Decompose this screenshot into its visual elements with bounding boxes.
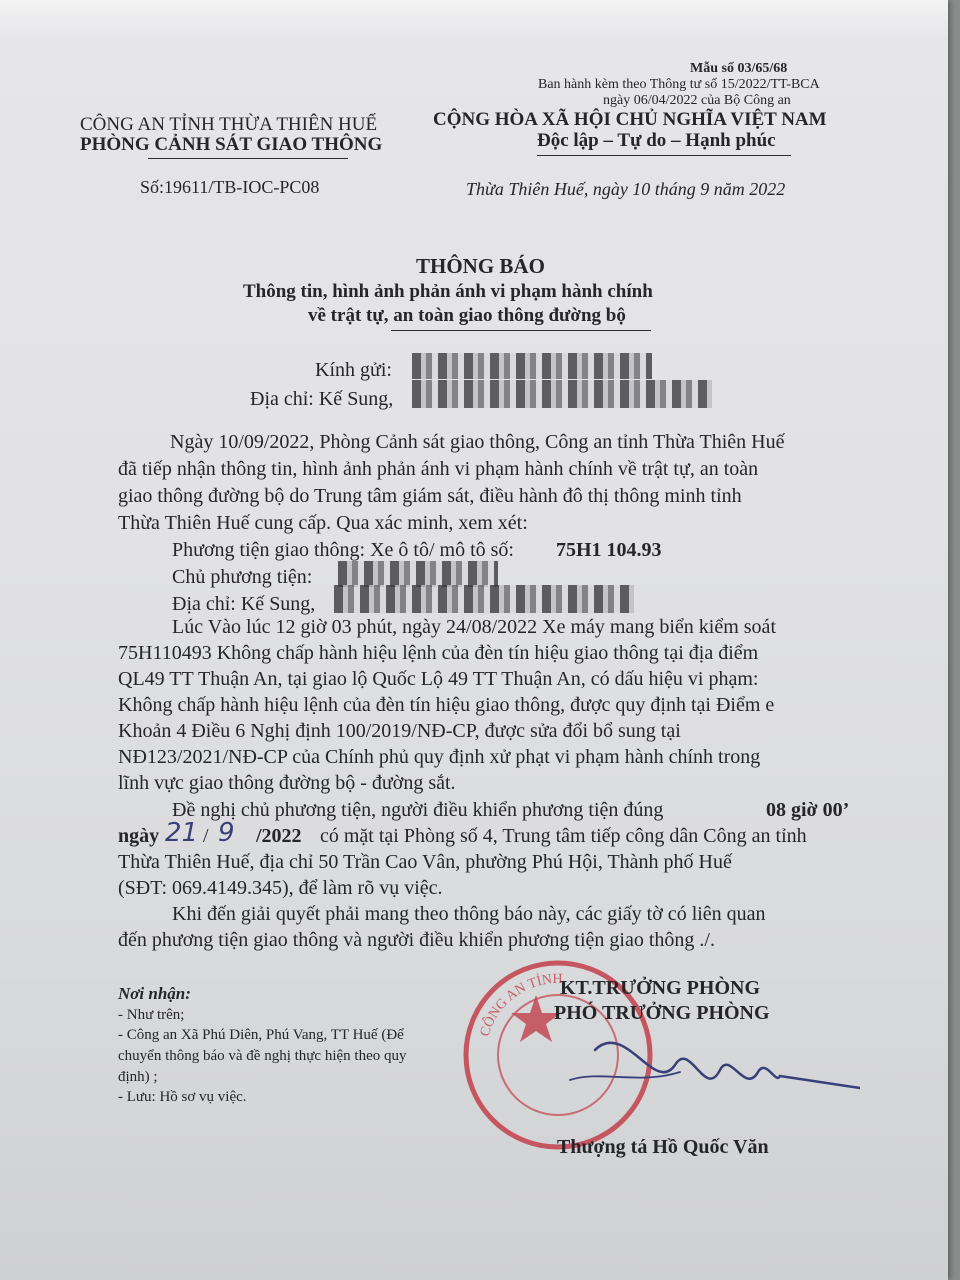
p1-line4: Thừa Thiên Huế cung cấp. Qua xác minh, xem xét: [118,512,528,534]
p4-line2: đến phương tiện giao thông và người điều khiển phương tiện giao thông ./. [118,929,715,951]
handwritten-signature [530,1010,860,1120]
p2-line6: NĐ123/2021/NĐ-CP của Chính phủ quy định xử phạt vi phạm hành chính trong [118,746,761,768]
date-separator: / [203,825,209,847]
p2-line4: Không chấp hành hiệu lệnh của đèn tín hiệu giao thông, được quy định tại Điểm e [118,694,775,716]
form-issued-by: Ban hành kèm theo Thông tư số 15/2022/TT-BCA [538,77,820,92]
p3-line3: Thừa Thiên Huế, địa chỉ 50 Trần Cao Vân, phường Phú Hội, Thành phố Huế [118,851,732,873]
owner-label: Chủ phương tiện: [172,566,313,588]
signer-role-1: KT.TRƯỞNG PHÒNG [560,977,760,999]
recipients-heading: Nơi nhận: [118,984,191,1003]
appointment-year: /2022 [256,825,302,847]
p2-line2: 75H110493 Không chấp hành hiệu lệnh của đèn tín hiệu giao thông tại địa điểm [118,642,759,664]
redacted-owner-name [338,561,498,587]
handwritten-day: 21 [165,818,199,848]
redacted-owner-address [334,585,634,613]
p3-line1: Đề nghị chủ phương tiện, người điều khiển phương tiện đúng [172,799,664,821]
national-motto: Độc lập – Tự do – Hạnh phúc [537,130,776,151]
title-underline [391,330,651,331]
agency-parent: CÔNG AN TỈNH THỪA THIÊN HUẾ [80,114,378,135]
document-number: Số:19611/TB-IOC-PC08 [140,177,320,197]
redacted-recipient-address [412,380,712,408]
recipient-item-1: - Như trên; [118,1007,185,1023]
signer-name: Thượng tá Hồ Quốc Văn [557,1136,769,1158]
recipient-item-2-line1: - Công an Xã Phú Diên, Phú Vang, TT Huế (Để [118,1027,404,1043]
p2-line3: QL49 TT Thuận An, tại giao lộ Quốc Lộ 49 TT Thuận An, có dấu hiệu vi phạm: [118,668,759,690]
document-subtitle-line1: Thông tin, hình ảnh phản ánh vi phạm hành chính [243,281,653,302]
p4-line1: Khi đến giải quyết phải mang theo thông báo này, các giấy tờ có liên quan [172,903,766,925]
document-subtitle-line2: về trật tự, an toàn giao thông đường bộ [308,305,626,326]
recipient-item-2-line2: chuyển thông báo và đề nghị thực hiện theo quy [118,1048,407,1064]
appointment-time: 08 giờ 00’ [766,799,850,821]
signer-role-2: PHÓ TRƯỞNG PHÒNG [554,1002,770,1024]
redacted-recipient-name [412,353,652,379]
p3-line2: có mặt tại Phòng số 4, Trung tâm tiếp công dân Công an tỉnh [320,825,807,847]
recipient-item-2-line3: định) ; [118,1069,158,1085]
p1-line1: Ngày 10/09/2022, Phòng Cảnh sát giao thông, Công an tỉnh Thừa Thiên Huế [170,431,785,453]
vehicle-label: Phương tiện giao thông: Xe ô tô/ mô tô số: [172,539,514,561]
recipient-address-label: Địa chỉ: Kế Sung, [250,388,394,410]
p1-line3: giao thông đường bộ do Trung tâm giám sát, điều hành đô thị thông minh tỉnh [118,485,742,507]
seal-text: CÔNG AN TỈNH [477,971,563,1039]
document-title: THÔNG BÁO [416,254,545,278]
p3-line4: (SĐT: 069.4149.345), để làm rõ vụ việc. [118,877,443,899]
recipient-to-label: Kính gửi: [315,359,392,381]
p1-line2: đã tiếp nhận thông tin, hình ảnh phản ánh vi phạm hành chính về trật tự, an toàn [118,458,759,480]
form-code: Mẫu số 03/65/68 [690,61,788,76]
appointment-ngay-label: ngày [118,825,160,847]
place-date: Thừa Thiên Huế, ngày 10 tháng 9 năm 2022 [466,179,786,199]
motto-underline [537,155,791,156]
recipient-item-3: - Lưu: Hồ sơ vụ việc. [118,1089,247,1105]
p2-line1: Lúc Vào lúc 12 giờ 03 phút, ngày 24/08/2022 Xe máy mang biển kiểm soát [172,616,776,638]
republic-name: CỘNG HÒA XÃ HỘI CHỦ NGHĨA VIỆT NAM [433,109,827,130]
vehicle-plate: 75H1 104.93 [556,539,662,561]
form-issued-date: ngày 06/04/2022 của Bộ Công an [603,93,791,108]
p2-line5: Khoản 4 Điều 6 Nghị định 100/2019/NĐ-CP, được sửa đổi bổ sung tại [118,720,681,742]
handwritten-month: 9 [218,818,235,848]
agency-name: PHÒNG CẢNH SÁT GIAO THÔNG [80,134,383,155]
agency-underline [148,158,348,159]
p2-line7: lĩnh vực giao thông đường bộ - đường sắt. [118,772,456,794]
owner-address-label: Địa chỉ: Kế Sung, [172,593,316,615]
